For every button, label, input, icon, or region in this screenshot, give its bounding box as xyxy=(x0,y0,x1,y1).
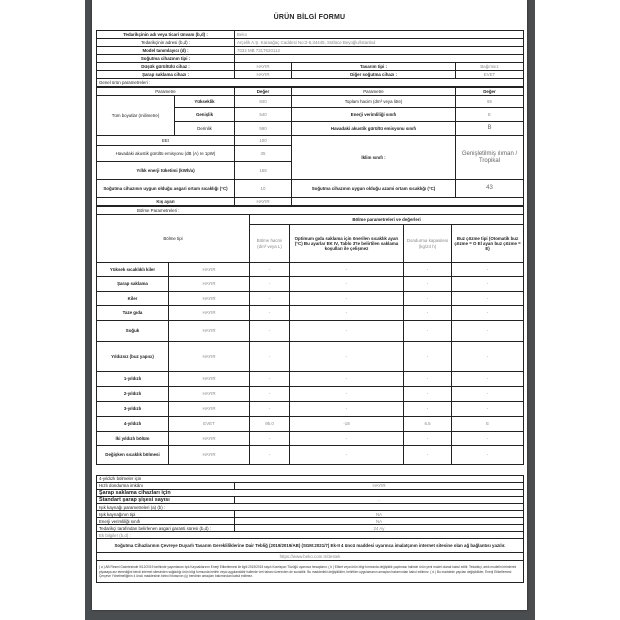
compartment-row xyxy=(97,387,524,402)
device-type-label: Soğutma cihazının tipi : xyxy=(97,55,235,63)
climate-value: Genişletilmiş ılıman / Tropikal xyxy=(456,136,524,180)
low-noise-label: Düşük gürültülü cihaz : xyxy=(97,63,235,71)
compartment-volume: - xyxy=(250,263,290,277)
compartment-present: HAYIR xyxy=(169,387,250,402)
document-page xyxy=(92,0,527,610)
compartment-defrost: - xyxy=(452,321,524,342)
compartment-volume: - xyxy=(250,321,290,342)
compartment-present: EVET xyxy=(169,417,250,432)
extra-label: Ek bilgiler (b,d) : xyxy=(97,532,524,539)
compartment-volume: - xyxy=(250,292,290,306)
compartment-present: HAYIR xyxy=(169,432,250,446)
compartment-freeze: - xyxy=(404,446,452,465)
compartment-freeze: - xyxy=(404,263,452,277)
value-header-right: Değer xyxy=(456,88,524,96)
compartment-row xyxy=(97,417,524,432)
compartment-name: Yüksek sıcaklıklı kiler xyxy=(97,263,169,277)
compartment-row xyxy=(97,446,524,465)
compartment-name: Yıldızsız (buz yapıcı) xyxy=(97,342,169,372)
compartment-volume: - xyxy=(250,432,290,446)
height-label: Yükseklik xyxy=(175,96,235,108)
param-header: Parametre xyxy=(97,88,235,96)
compartment-defrost: - xyxy=(452,446,524,465)
compartment-name: 2-yıldızlı xyxy=(97,387,169,402)
compartment-row xyxy=(97,402,524,417)
winter-value: HAYIR xyxy=(235,198,292,206)
compartment-row xyxy=(97,263,524,277)
compartment-row xyxy=(97,342,524,372)
fast-freeze-value: HAYIR xyxy=(235,483,524,490)
supplier-address-label: Tedarikçinin adresi (b,d) : xyxy=(97,39,235,47)
compartment-temp: - xyxy=(290,342,404,372)
compartment-present: HAYIR xyxy=(169,342,250,372)
compartments-table xyxy=(96,206,524,465)
compartment-temp: -18 xyxy=(290,417,404,432)
annual-energy-value: 168 xyxy=(235,162,292,180)
compartment-present: HAYIR xyxy=(169,446,250,465)
compartment-volume-header: Bölme hacmi (dm³ veya L) xyxy=(250,225,290,263)
noise-label: Havadaki akustik gürültü emisyonu (dB (A) re 1pW) xyxy=(97,146,235,162)
winter-label: Kış ayarı xyxy=(97,198,235,206)
compartment-volume: 95.0 xyxy=(250,417,290,432)
compartment-temp: - xyxy=(290,387,404,402)
compartment-present: HAYIR xyxy=(169,277,250,292)
light-type-value: NA xyxy=(235,511,524,518)
page-title: ÜRÜN BİLGİ FORMU xyxy=(273,14,346,21)
compartment-defrost: - xyxy=(452,402,524,417)
supplier-name: Beko xyxy=(235,31,524,39)
compartment-volume: - xyxy=(250,277,290,292)
compartment-row xyxy=(97,306,524,321)
warranty-value: 24 Ay xyxy=(235,525,524,532)
model-value: 7032 MB 7317620112 xyxy=(235,47,524,55)
noise-class-label: Havadaki akustik gürültü emisyonu sınıfı xyxy=(292,122,456,136)
compartment-freeze: 6.5 xyxy=(404,417,452,432)
compartment-temp: - xyxy=(290,277,404,292)
fast-freeze-label: Hızlı dondurma imkânı xyxy=(97,483,235,490)
compartment-defrost-header: Buz çözme tipi (Otomatik buz çözme = O El ayarı buz çözme = E) xyxy=(452,225,524,263)
annual-energy-label: Yıllık enerji tüketimi (kWh/a) xyxy=(97,162,235,180)
model-label: Model tanımlayıcı (d) : xyxy=(97,47,235,55)
compartment-name: Değişken sıcaklık bölmesi xyxy=(97,446,169,465)
wine-label: Şarap saklama cihazı : xyxy=(97,71,235,79)
compartment-defrost: - xyxy=(452,372,524,387)
supplier-table xyxy=(96,30,524,87)
compartment-freeze-header: Dondurma kapasitesi (kg/24 h) xyxy=(404,225,452,263)
depth-value: 590 xyxy=(235,122,292,136)
other-value: EVET xyxy=(456,71,524,79)
compartment-present: HAYIR xyxy=(169,292,250,306)
compartment-defrost: E xyxy=(452,417,524,432)
compartment-present: HAYIR xyxy=(169,306,250,321)
light-energy-value: NA xyxy=(235,518,524,525)
compartment-group-header: Bölme parametreleri ve değerleri xyxy=(250,215,524,225)
compartment-row xyxy=(97,372,524,387)
wine-value: HAYIR xyxy=(235,71,292,79)
compartment-present: HAYIR xyxy=(169,372,250,387)
height-value: 840 xyxy=(235,96,292,108)
device-type-value xyxy=(235,55,524,63)
supplier-address: Arçelik A.Ş. Karaağaç Caddesi No:2-6,34445, Sütlüce Beyoğlu/İstanbul xyxy=(235,39,524,47)
depth-label: Derinlik xyxy=(175,122,235,136)
compartment-volume: - xyxy=(250,446,290,465)
compartment-volume: - xyxy=(250,387,290,402)
compartment-name: 3-yıldızlı xyxy=(97,402,169,417)
min-temp-label: Soğutma cihazının uygun olduğu asgari ortam sıcaklığı (°C) xyxy=(97,180,235,198)
compartment-name: 4-yıldızlı xyxy=(97,417,169,432)
compartment-volume: - xyxy=(250,342,290,372)
total-volume-value: 95 xyxy=(456,96,524,108)
compartment-freeze: - xyxy=(404,277,452,292)
compartment-row xyxy=(97,432,524,446)
compartment-name: Şarap saklama xyxy=(97,277,169,292)
other-label: Diğer soğutma cihazı : xyxy=(292,71,456,79)
width-value: 540 xyxy=(235,108,292,122)
wine-section-label: Şarap saklama cihazları için xyxy=(97,490,524,497)
total-volume-label: Toplam hacim (dm³ veya litre) xyxy=(292,96,456,108)
compartment-freeze: - xyxy=(404,372,452,387)
eei-value: 100 xyxy=(235,136,292,146)
compartment-temp: - xyxy=(290,306,404,321)
compartment-name: Taze gıda xyxy=(97,306,169,321)
compartment-temp-header: Optimum gıda saklama için önerilen sıcaklık ayarı (°C) Bu ayarlar EK IV, Tablo 3'te belirtilen saklama koşulları ile çelişmez xyxy=(290,225,404,263)
compartment-name: İki yıldızlı bölüm xyxy=(97,432,169,446)
eei-label: EEI xyxy=(97,136,235,146)
climate-label: İklim sınıfı : xyxy=(292,136,456,180)
bottom-table xyxy=(96,475,524,583)
param-header-right: Parametre xyxy=(292,88,456,96)
width-label: Genişlik xyxy=(175,108,235,122)
compartment-temp: - xyxy=(290,372,404,387)
max-temp-value: 43 xyxy=(456,180,524,198)
compartment-name: Kiler xyxy=(97,292,169,306)
supplier-name-label: Tedarikçinin adı veya ticari ünvanı (b,d) : xyxy=(97,31,235,39)
light-type-label: Işık kaynağının tipi xyxy=(97,511,235,518)
max-temp-label: Soğutma cihazının uygun olduğu azami ortam sıcaklığı (°C) xyxy=(292,180,456,198)
general-params-table xyxy=(96,87,524,206)
compartment-row xyxy=(97,292,524,306)
low-noise-value: HAYIR xyxy=(235,63,292,71)
dimensions-label: Tüm boyutlar (milimetre) xyxy=(97,96,175,136)
compartment-name: 1-yıldızlı xyxy=(97,372,169,387)
compartment-defrost: - xyxy=(452,342,524,372)
four-star-label: 4-yıldızlı bölmeler için xyxy=(97,476,524,483)
compartment-defrost: - xyxy=(452,306,524,321)
compartment-freeze: - xyxy=(404,321,452,342)
compartment-defrost: - xyxy=(452,263,524,277)
compartment-freeze: - xyxy=(404,432,452,446)
compartment-freeze: - xyxy=(404,342,452,372)
compartment-row xyxy=(97,277,524,292)
compartment-volume: - xyxy=(250,306,290,321)
design-type-label: Tasarım tipi : xyxy=(292,63,456,71)
compartment-freeze: - xyxy=(404,402,452,417)
compartment-freeze: - xyxy=(404,292,452,306)
compartment-volume: - xyxy=(250,372,290,387)
compartment-defrost: - xyxy=(452,387,524,402)
energy-class-value: E xyxy=(456,108,524,122)
compartment-volume: - xyxy=(250,402,290,417)
bottles-label: Standart şarap şişesi sayısı xyxy=(97,497,235,504)
noise-class-value: B xyxy=(456,122,524,136)
compartment-temp: - xyxy=(290,446,404,465)
compartment-present: HAYIR xyxy=(169,402,250,417)
winter-spacer xyxy=(292,198,524,206)
footnote: ( a ) AB Resmi Gazetesinde 5/12/2019 tarihinde yayımlanan Işık Kaynaklarının Enerji Etiketlemesi ile ilgili 2019/2015 sayılı Komisyon Tüzüğü uyarınca hesaplanır. ( b ) Etiket veya ürün bilgi formunda değişiklik yapılması halinde ürün yeni model olarak kabul edilir. Tedarikçi, artık modelin birimlerini piyasaya arz etmediğini kendi internet sitesinden sağladığı ürün bilgi formunda belirtir veya uygulanabilir hallerde veri tabanı üzerinden de sunabilir. Bu maddedeki değişiklikler, belirtilen uygulamanın amaçları bakımından kabul edilmez. ( d ) Bu maddede yapılan değişiklikler, Enerji Etiketlemesi Çerçeve Yönetmeliğinin 4 üncü maddesinin birinci fıkrasının (ç) bendinin amaçları bakımından kabul edilmez. xyxy=(97,561,524,583)
compartment-defrost: - xyxy=(452,277,524,292)
compartment-temp: - xyxy=(290,292,404,306)
light-energy-label: Enerji verimliliği sınıfı xyxy=(97,518,235,525)
compartment-temp: - xyxy=(290,321,404,342)
light-section-label: Işık kaynağı parametreleri (a) (b) : xyxy=(97,504,524,511)
compartment-present: HAYIR xyxy=(169,263,250,277)
warranty-label: Tedarikçi tarafından belirlenen asgari garanti süresi (b,d) : xyxy=(97,525,235,532)
energy-class-label: Enerji verimliliği sınıfı xyxy=(292,108,456,122)
bottles-value: - xyxy=(235,497,524,504)
compartment-row xyxy=(97,321,524,342)
compartment-name: Soğuk xyxy=(97,321,169,342)
min-temp-value: 10 xyxy=(235,180,292,198)
compartment-freeze: - xyxy=(404,306,452,321)
general-section-label: Genel ürün parametreleri : xyxy=(97,79,524,87)
compartment-defrost: - xyxy=(452,432,524,446)
compartment-defrost: - xyxy=(452,292,524,306)
value-header: Değer xyxy=(235,88,292,96)
compartments-section-label: Bölme Parametreleri : xyxy=(97,207,524,215)
compartment-present: HAYIR xyxy=(169,321,250,342)
design-type-value: Bağımsız xyxy=(456,63,524,71)
compartment-temp: - xyxy=(290,432,404,446)
compartment-type-header: Bölme tipi xyxy=(97,215,250,263)
compartment-freeze: - xyxy=(404,387,452,402)
noise-value: 35 xyxy=(235,146,292,162)
support-link[interactable]: https://www.beko.com.tr/destek xyxy=(97,553,524,561)
compartment-temp: - xyxy=(290,263,404,277)
regulation-text: Soğutma Cihazlarının Çevreye Duyarlı Tasarım Gerekliliklerine Dair Tebliğ (2019/2019/AB) (SGM:2021/7) Ek-II 4 üncü maddesi uyarınca imalatçının internet sitesine olan ağ bağlantısı yazılır. xyxy=(97,539,524,553)
compartment-temp: - xyxy=(290,402,404,417)
